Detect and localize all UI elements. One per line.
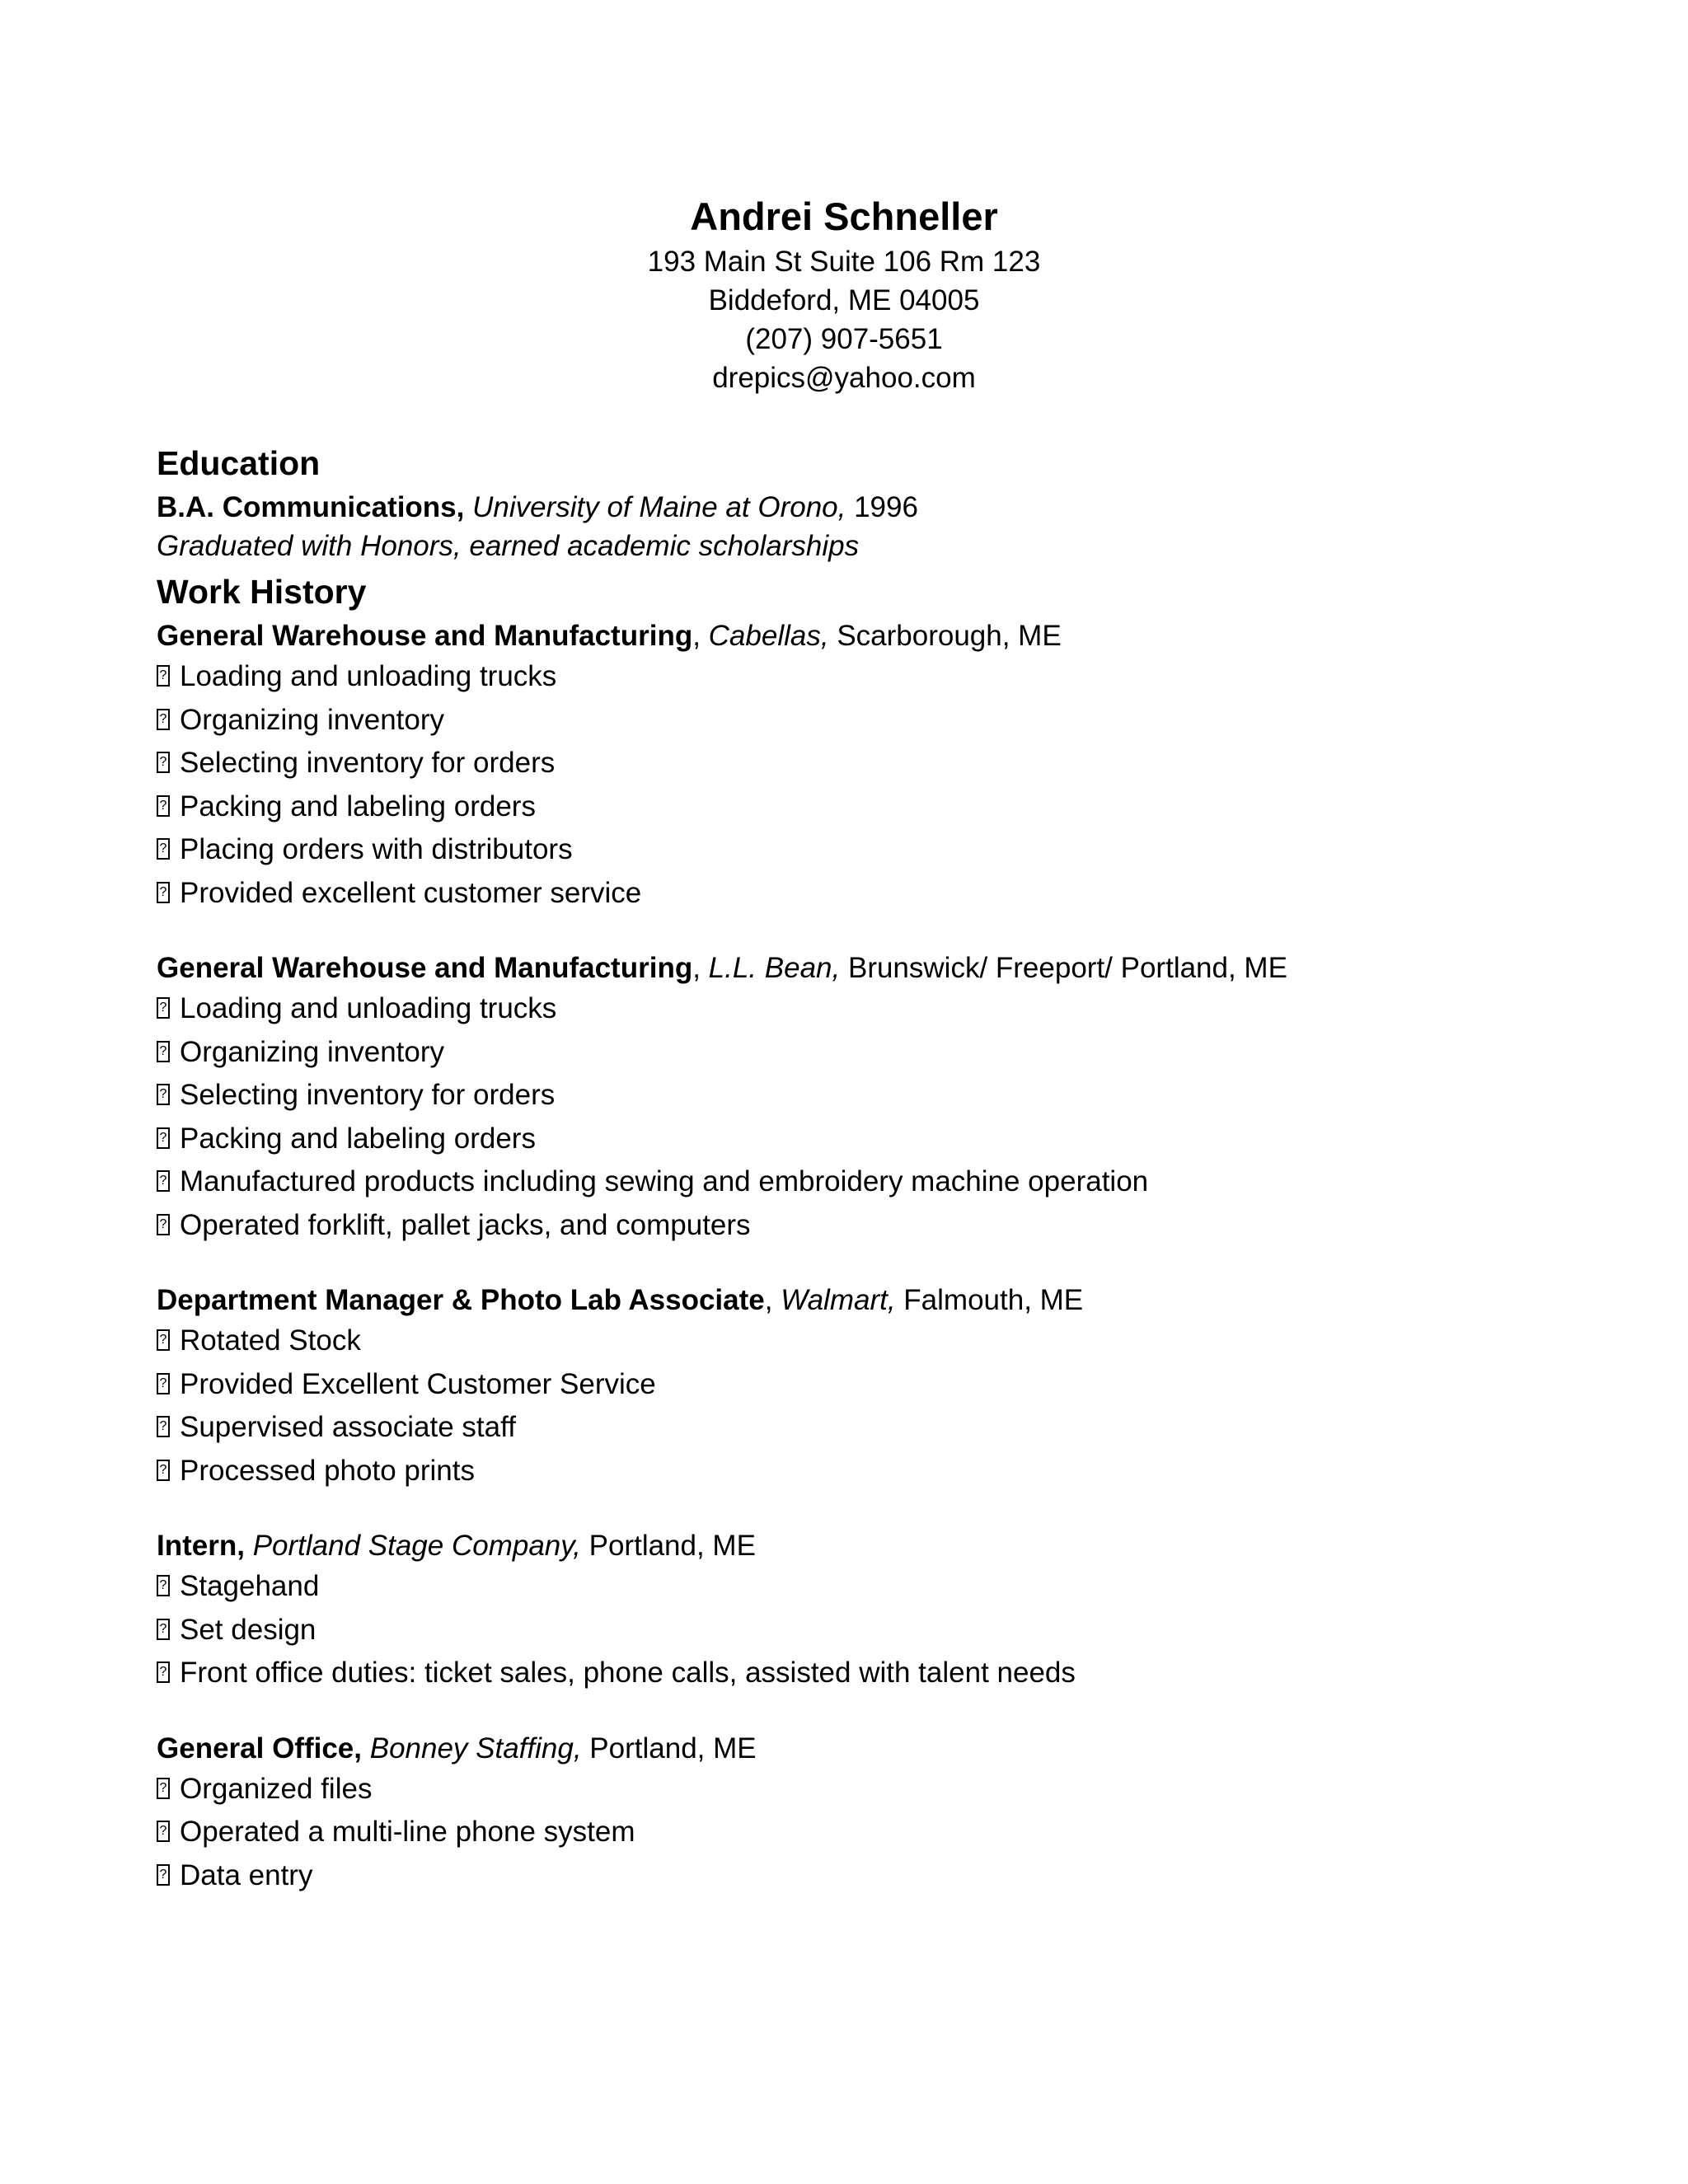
job-list [157,616,1607,1897]
job-location: Brunswick/ Freeport/ Portland, ME [847,952,1287,984]
duty-item [157,1854,1607,1898]
duty-item [157,1565,1607,1609]
duty-text: Rotated Stock [180,1324,361,1357]
job-heading [157,949,1607,987]
duty-text: Operated forklift, pallet jacks, and computers [180,1208,751,1241]
duty-item [157,1811,1607,1854]
job-role: Department Manager & Photo Lab Associate [157,1284,765,1316]
duty-item [157,1074,1607,1118]
job-company: L.L. Bean, [708,952,841,984]
job-entry [157,1281,1607,1493]
resume-header [0,191,1688,397]
job-duties-list [157,987,1607,1247]
duty-text: Data entry [180,1858,313,1891]
job-entry [157,949,1607,1247]
job-company: Cabellas, [708,620,829,652]
duty-item [157,1160,1607,1204]
work-history-section [157,567,1607,1897]
job-heading [157,1729,1607,1768]
job-duties-list [157,655,1607,915]
duty-text: Provided excellent customer service [180,876,642,909]
duty-item [157,1652,1607,1695]
address-line-1: 193 Main St Suite 106 Rm 123 [647,246,1041,278]
duty-item [157,699,1607,743]
job-location: Portland, ME [589,1732,757,1765]
education-heading: Education [157,444,321,482]
job-duties-list [157,1319,1607,1493]
duty-text: Stagehand [180,1570,320,1602]
job-separator: , [692,952,709,984]
graduation-year: 1996 [854,491,918,523]
missing-glyph-bullet-icon [157,1214,170,1235]
job-duties-list [157,1565,1607,1695]
missing-glyph-bullet-icon [157,665,170,687]
missing-glyph-bullet-icon [157,1821,170,1842]
job-role: General Warehouse and Manufacturing [157,620,693,652]
job-location: Portland, ME [588,1530,756,1562]
job-separator: , [692,620,709,652]
duty-text: Organized files [180,1772,373,1805]
duty-text: Supervised associate staff [180,1411,516,1443]
duty-text: Loading and unloading trucks [180,992,557,1024]
missing-glyph-bullet-icon [157,1041,170,1062]
duty-item [157,785,1607,829]
job-separator [245,1530,253,1562]
duty-text: Selecting inventory for orders [180,747,556,779]
job-heading [157,1281,1607,1319]
missing-glyph-bullet-icon [157,1575,170,1596]
missing-glyph-bullet-icon [157,1864,170,1886]
missing-glyph-bullet-icon [157,1460,170,1481]
duty-text: Packing and labeling orders [180,1122,536,1155]
job-separator: , [764,1284,781,1316]
address-line-2: Biddeford, ME 04005 [708,284,980,316]
duty-item [157,1450,1607,1493]
missing-glyph-bullet-icon [157,1619,170,1640]
duty-item [157,742,1607,785]
email-address: drepics@yahoo.com [712,362,976,394]
job-role: General Warehouse and Manufacturing [157,952,693,984]
degree: B.A. Communications, [157,491,465,523]
job-company: Walmart, [781,1284,896,1316]
duty-text: Provided Excellent Customer Service [180,1367,656,1400]
duty-text: Processed photo prints [180,1454,475,1487]
missing-glyph-bullet-icon [157,1661,170,1683]
duty-item [157,1319,1607,1363]
school: University of Maine at Orono, [472,491,846,523]
job-separator [362,1732,370,1765]
duty-text: Selecting inventory for orders [180,1079,556,1111]
job-location: Scarborough, ME [837,620,1062,652]
education-note-text: Graduated with Honors, earned academic scholarships [157,530,860,562]
duty-item [157,987,1607,1031]
phone-number: (207) 907-5651 [745,323,943,355]
duty-item [157,1768,1607,1811]
duty-item [157,1031,1607,1075]
duty-item [157,1363,1607,1407]
missing-glyph-bullet-icon [157,709,170,730]
missing-glyph-bullet-icon [157,1778,170,1799]
job-location: Falmouth, ME [903,1284,1084,1316]
duty-text: Packing and labeling orders [180,790,536,823]
duty-text: Organizing inventory [180,703,444,736]
candidate-name: Andrei Schneller [690,194,998,238]
job-heading [157,616,1607,655]
job-role: Intern, [157,1530,245,1562]
duty-item [157,1204,1607,1248]
duty-text: Loading and unloading trucks [180,660,557,692]
job-entry [157,1526,1607,1695]
job-role: General Office, [157,1732,362,1765]
duty-text: Set design [180,1613,316,1646]
resume-body [157,438,1607,1897]
job-heading [157,1526,1607,1565]
missing-glyph-bullet-icon [157,1329,170,1351]
job-entry [157,616,1607,915]
job-company: Portland Stage Company, [252,1530,581,1562]
missing-glyph-bullet-icon [157,1084,170,1105]
education-note [157,527,1607,565]
missing-glyph-bullet-icon [157,838,170,860]
work-history-heading: Work History [157,573,367,611]
missing-glyph-bullet-icon [157,752,170,773]
job-duties-list [157,1768,1607,1898]
missing-glyph-bullet-icon [157,1170,170,1192]
duty-text: Placing orders with distributors [180,833,573,865]
duty-item [157,1118,1607,1161]
degree-line [157,488,1607,527]
missing-glyph-bullet-icon [157,1127,170,1149]
missing-glyph-bullet-icon [157,1416,170,1437]
duty-text: Organizing inventory [180,1035,444,1068]
duty-text: Operated a multi-line phone system [180,1816,635,1848]
duty-item [157,828,1607,872]
missing-glyph-bullet-icon [157,997,170,1019]
education-section [157,438,1607,565]
duty-item [157,872,1607,916]
duty-text: Front office duties: ticket sales, phone calls, assisted with talent needs [180,1657,1076,1689]
job-entry [157,1729,1607,1898]
duty-item [157,1609,1607,1652]
duty-item [157,655,1607,699]
missing-glyph-bullet-icon [157,795,170,817]
duty-text: Manufactured products including sewing and embroidery machine operation [180,1165,1149,1197]
missing-glyph-bullet-icon [157,882,170,903]
missing-glyph-bullet-icon [157,1373,170,1394]
duty-item [157,1406,1607,1450]
job-company: Bonney Staffing, [369,1732,582,1765]
